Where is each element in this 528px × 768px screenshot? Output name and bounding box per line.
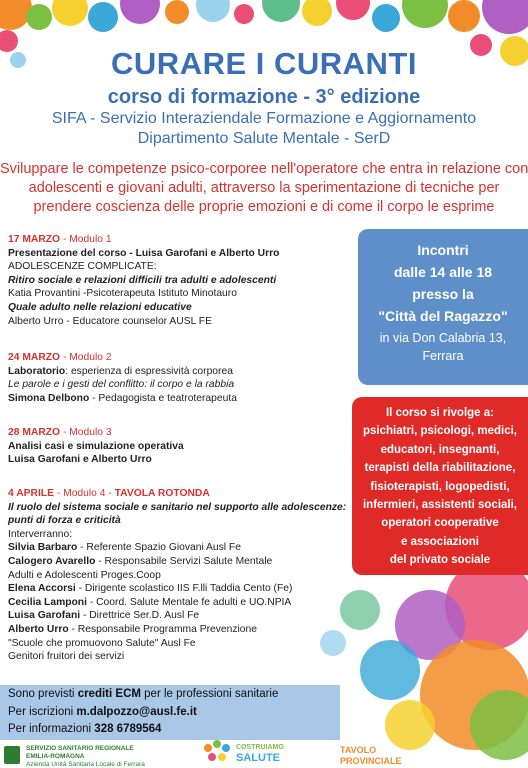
page-subtitle: corso di formazione - 3° edizione	[107, 86, 421, 108]
audience-line: psichiatri, psicologi, medici,	[362, 425, 517, 438]
module-label: - Modulo 4 -	[53, 488, 115, 499]
audience-line: educatori, insegnanti,	[380, 443, 500, 456]
speaker-row: Calogero Avarello - Responsabile Servizi Salute Mentale	[8, 555, 273, 567]
page-title: CURARE I CURANTI	[111, 46, 417, 81]
module-date: 4 APRILE	[8, 488, 54, 499]
module-2: 24 MARZO - Modulo 2 Laboratorio: esperienza di espressività corporea Le parole e i gesti del conflitto: il corpo e la rabbia Simona Delbono - Pedagogista e teatroterapeuta	[8, 352, 237, 404]
module-4: 4 APRILE - Modulo 4 - TAVOLA ROTONDA Il ruolo del sistema sociale e sanitario nel supporto alle adolescenze: punti di forza e criticità Interverranno: Silvia Barbaro - Referente Spazio Giovani Ausl Fe Calogero Avarello - Responsabile Servizi Salute Mentale Adulti e Adolescenti Proges.Coop Elena Accorsi - Dirigente scolastico IIS F.lli Taddia Cento (Fe) Cecilia Lamponi - Coord. Salute Mentale fe adulti e UO.NPIA Luisa Garofani - Direttrice Ser.D. Ausl Fe Alberto Urro - Responsabile Programma Prevenzione "Scuole che promuovono Salute" Ausl Fe Genitori fruitori dei servizi	[8, 487, 353, 664]
speaker-row: Elena Accorsi - Dirigente scolastico IIS F.lli Taddia Cento (Fe)	[8, 583, 293, 595]
audience-line: e associazioni	[401, 535, 479, 548]
audience-line: operatori cooperative	[381, 517, 499, 530]
speaker-row: Luisa Garofani - Direttrice Ser.D. Ausl Fe	[8, 610, 200, 622]
audience-line: infermieri, assistenti sociali,	[362, 499, 518, 512]
module-date: 28 MARZO	[8, 427, 61, 438]
contact-info-band	[0, 685, 340, 740]
ssr-emilia-romagna-logo: SERVIZIO SANITARIO REGIONALE EMILIA-ROMAGNA Azienda Unità Sanitaria Locale di Ferrara	[4, 744, 174, 768]
org-line-1: SIFA - Servizio Interaziendale Formazione e Aggiornamento	[51, 110, 477, 127]
tavolo-provinciale-logo: TAVOLO PROVINCIALE	[340, 745, 402, 766]
module-label: - Modulo 2	[60, 352, 112, 363]
target-audience-box	[352, 397, 528, 575]
speaker-list	[8, 541, 353, 663]
speaker-row: "Scuole che promuovono Salute" Ausl Fe	[8, 637, 196, 649]
schedule-location-box: Incontri dalle 14 alle 18 presso la "Città del Ragazzo" in via Don Calabria 13, Ferrara	[358, 229, 528, 385]
costruiamo-salute-logo: COSTRUIAMO SALUTE	[204, 740, 314, 768]
speaker-row: Adulti e Adolescenti Proges.Coop	[8, 569, 161, 581]
module-date: 17 MARZO	[8, 234, 61, 245]
module-label: - Modulo 3	[60, 427, 112, 438]
speaker-row: Silvia Barbaro - Referente Spazio Giovani Ausl Fe	[8, 542, 241, 554]
org-line-2: Dipartimento Salute Mentale - SerD	[137, 130, 391, 147]
module-3: 28 MARZO - Modulo 3 Analisi casi e simulazione operativa Luisa Garofani e Alberto Urro	[8, 427, 184, 466]
ecm-credits: Sono previsti crediti ECM per le professioni sanitarie	[8, 688, 279, 700]
registration-email[interactable]: Per iscrizioni m.dalpozzo@ausl.fe.it	[8, 706, 197, 718]
info-phone[interactable]: Per informazioni 328 6789564	[8, 723, 162, 735]
speaker-row: Genitori fruitori dei servizi	[8, 651, 125, 663]
speaker-row: Alberto Urro - Responsabile Programma Prevenzione	[8, 623, 257, 635]
audience-line: del privato sociale	[389, 554, 491, 567]
course-description: Sviluppare le competenze psico-corporee nell'operatore che entra in relazione con adolescenti e giovani adulti, attraverso la sperimentazione di tecniche per prendere coscienza delle proprie emozioni e di come il corpo le esprime	[0, 161, 528, 215]
audience-line: fisioterapisti, logopedisti,	[370, 480, 510, 493]
audience-line: terapisti della riabilitazione,	[364, 462, 516, 475]
module-1: 17 MARZO - Modulo 1 Presentazione del corso - Luisa Garofani e Alberto Urro ADOLESCENZE COMPLICATE: Ritiro sociale e relazioni difficili tra adulti e adolescenti Katia Provantini -Psicoterapeuta Istituto Minotauro Quale adulto nelle relazioni educative Alberto Urro - Educatore counselor AUSL FE	[8, 234, 280, 327]
module-label: - Modulo 1	[60, 234, 112, 245]
speaker-row: Cecilia Lamponi - Coord. Salute Mentale fe adulti e UO.NPIA	[8, 596, 292, 608]
audience-line: Il corso si rivolge a:	[385, 407, 494, 419]
module-date: 24 MARZO	[8, 352, 61, 363]
